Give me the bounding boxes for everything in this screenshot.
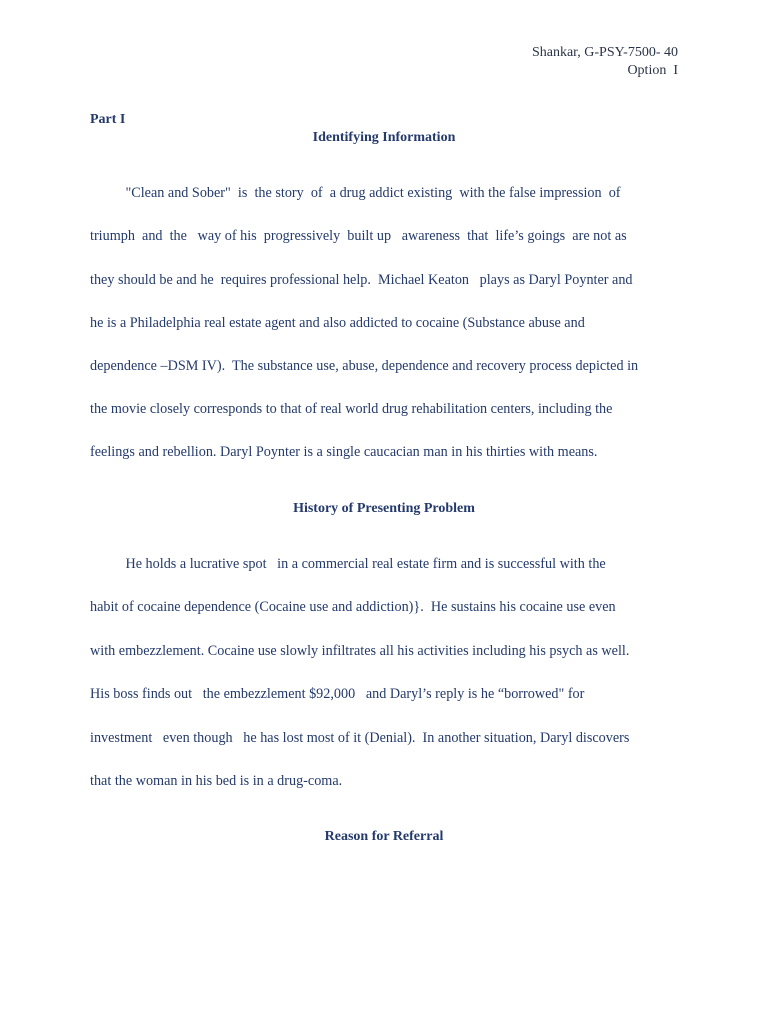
paragraph-line: He holds a lucrative spot in a commercial real estate firm and is successful with the bbox=[90, 556, 606, 572]
paragraph-line: they should be and he requires professional help. Michael Keaton plays as Daryl Poynter and bbox=[90, 272, 633, 288]
paragraph-line: with embezzlement. Cocaine use slowly infiltrates all his activities including his psych as well. bbox=[90, 643, 630, 659]
part-label: Part I bbox=[90, 112, 126, 127]
paragraph-line: he is a Philadelphia real estate agent and also addicted to cocaine (Substance abuse and bbox=[90, 315, 585, 331]
paragraph-line: the movie closely corresponds to that of real world drug rehabilitation centers, including the bbox=[90, 401, 613, 417]
paragraph-line: "Clean and Sober" is the story of a drug addict existing with the false impression of bbox=[90, 185, 621, 201]
paragraph-line: triumph and the way of his progressively built up awareness that life’s goings are not as bbox=[90, 228, 627, 244]
paragraph-line: that the woman in his bed is in a drug-coma. bbox=[90, 773, 343, 789]
running-header-author-course: Shankar, G-PSY-7500- 40 bbox=[531, 45, 678, 60]
paragraph-line: dependence –DSM IV). The substance use, abuse, dependence and recovery process depicted in bbox=[90, 358, 639, 374]
paragraph-line: feelings and rebellion. Daryl Poynter is a single caucacian man in his thirties with means. bbox=[90, 444, 598, 460]
running-header-option: Option I bbox=[627, 63, 678, 78]
paragraph-line: habit of cocaine dependence (Cocaine use and addiction)}. He sustains his cocaine use even bbox=[90, 599, 616, 615]
paragraph-line: His boss finds out the embezzlement $92,000 and Daryl’s reply is he “borrowed" for bbox=[90, 686, 585, 702]
paragraph-line: investment even though he has lost most of it (Denial). In another situation, Daryl discovers bbox=[90, 730, 630, 746]
section-heading-history-of-presenting-problem: History of Presenting Problem bbox=[293, 501, 475, 516]
section-heading-reason-for-referral: Reason for Referral bbox=[324, 829, 444, 844]
section-heading-identifying-information: Identifying Information bbox=[312, 130, 456, 145]
